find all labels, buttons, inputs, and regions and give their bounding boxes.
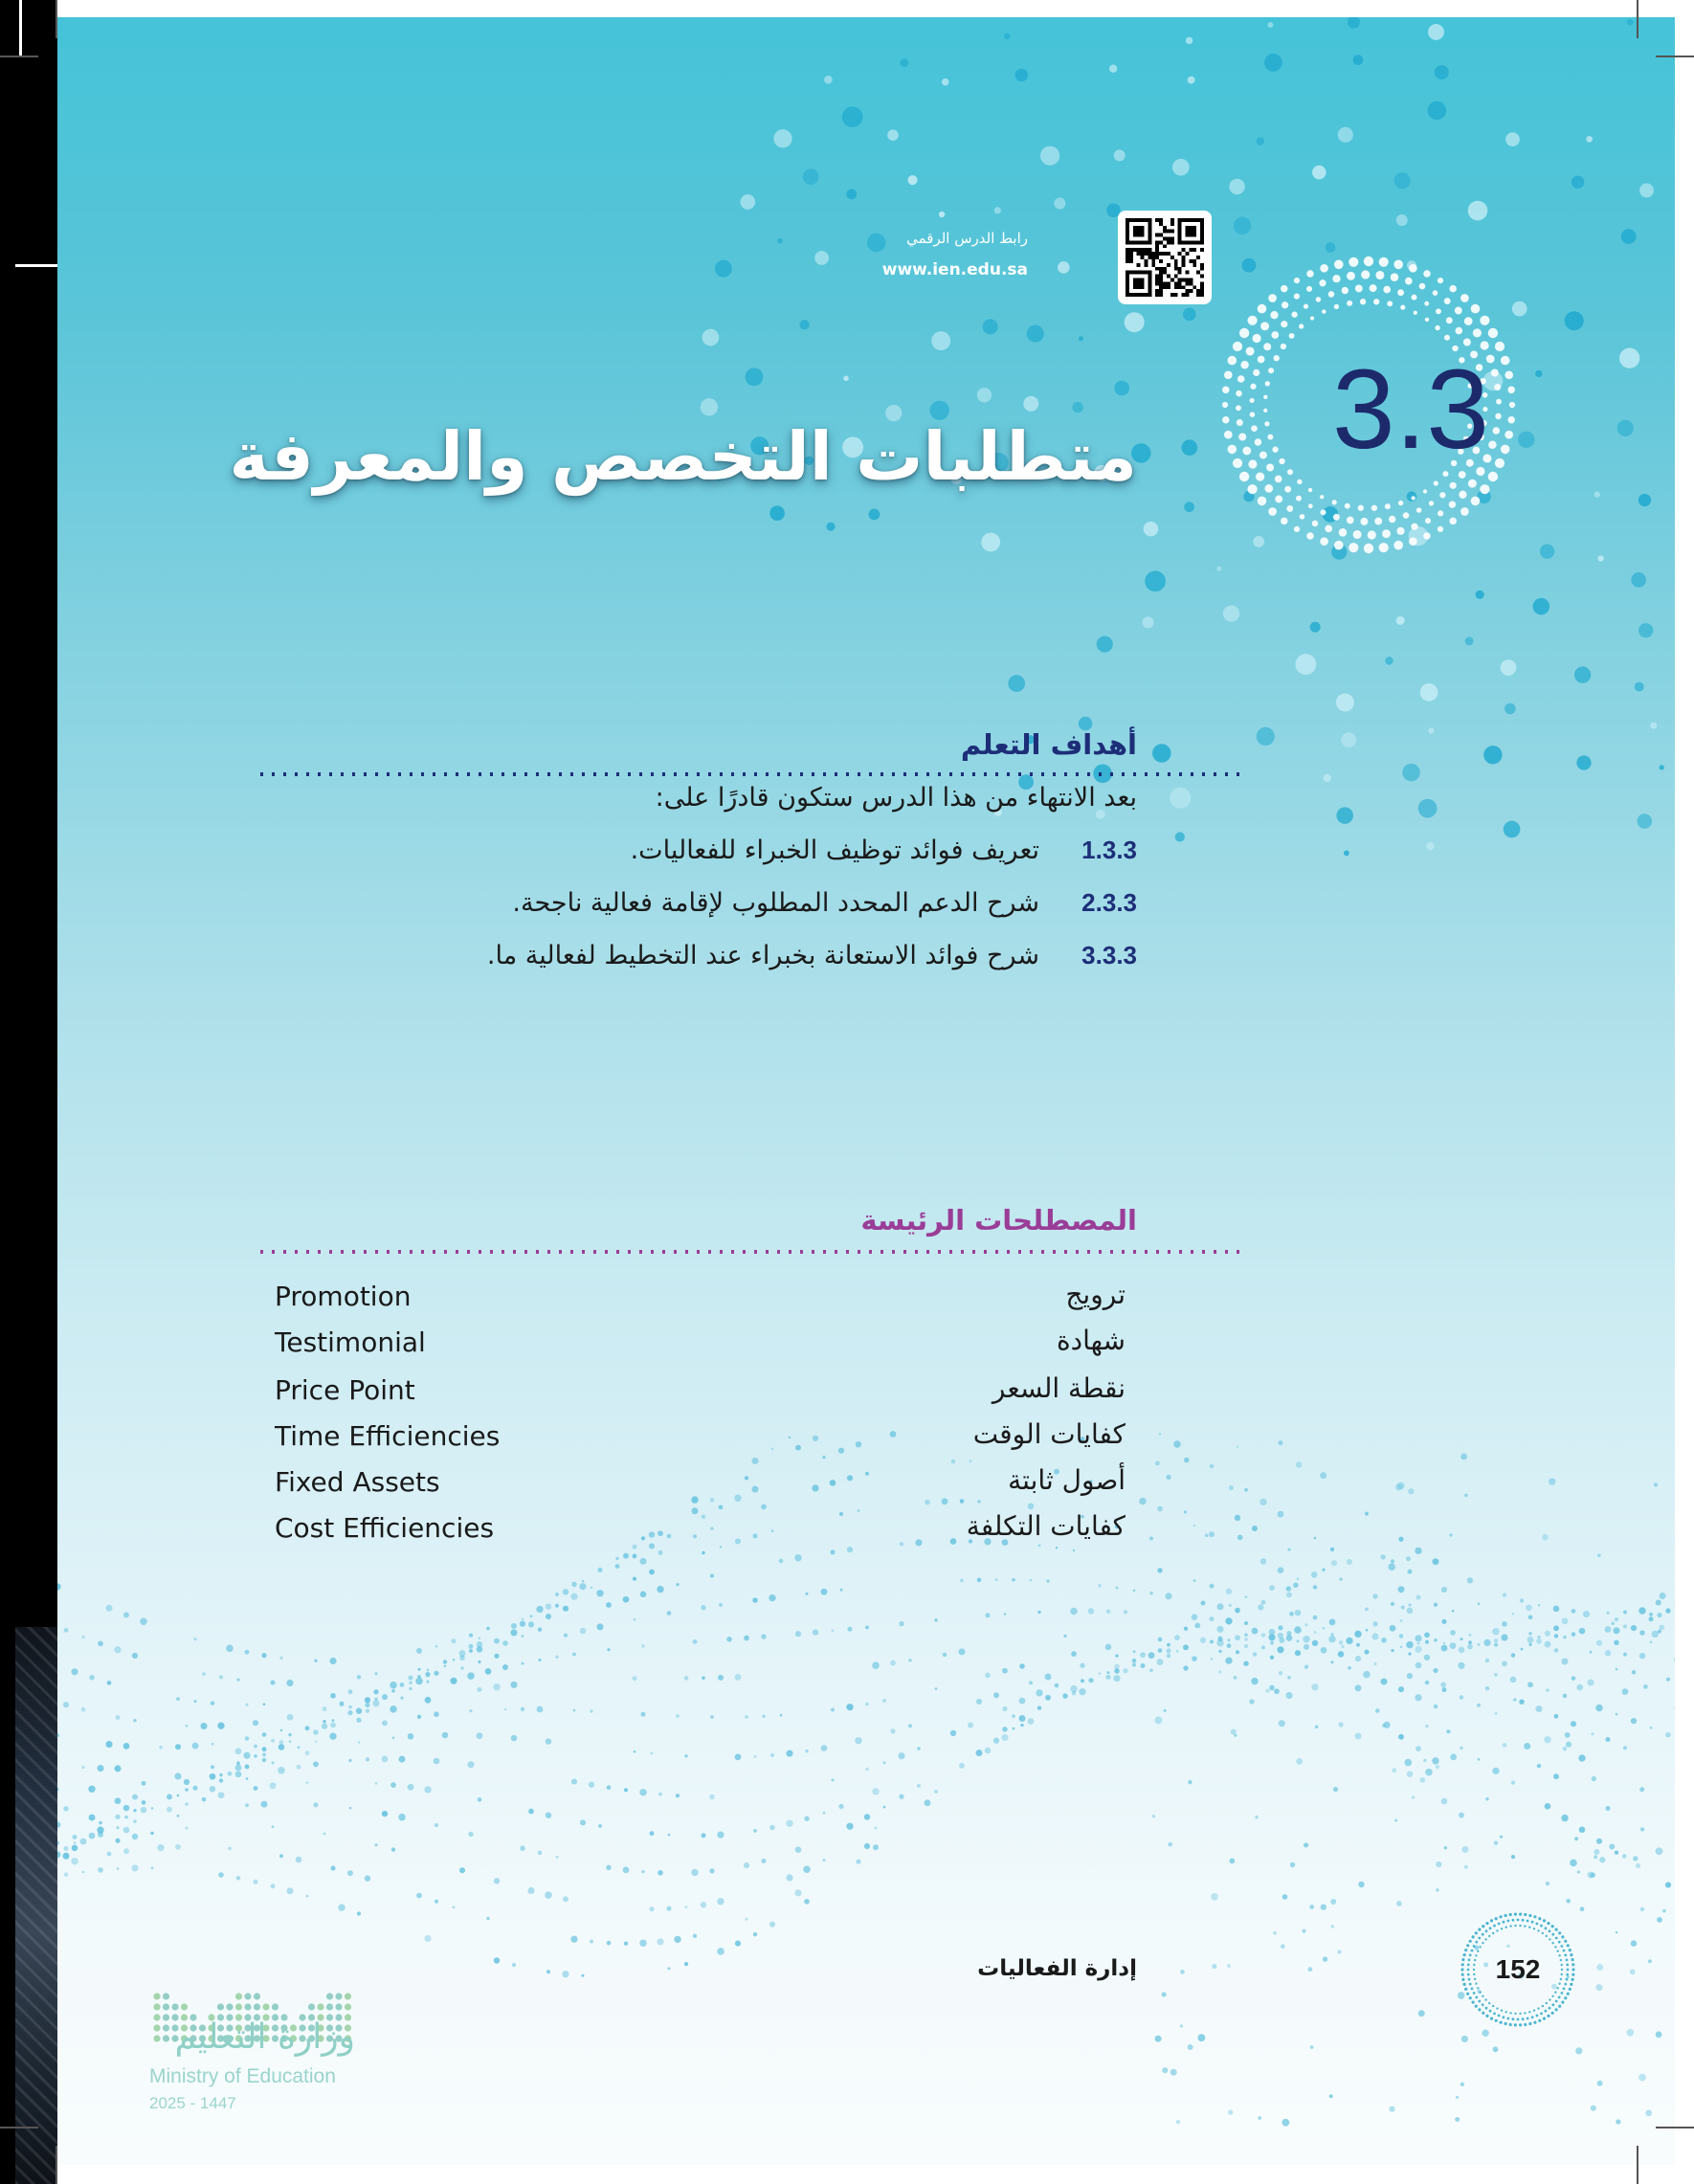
crop-mark: [1656, 2127, 1694, 2128]
objective-item: [487, 941, 1137, 979]
key-terms-heading: المصطلحات الرئيسة: [860, 1204, 1137, 1237]
objective-text: شرح الدعم المحدد المطلوب لإقامة فعالية ناجحة.: [512, 888, 1039, 918]
term-arabic: شهادة: [1056, 1325, 1126, 1356]
term-arabic: نقطة السعر: [992, 1372, 1126, 1404]
digital-link-label: رابط الدرس الرقمي: [906, 230, 1028, 247]
qr-code-icon: [1126, 218, 1204, 297]
key-terms-divider: [260, 1250, 1240, 1254]
ministry-year: 2025 - 1447: [149, 2094, 236, 2112]
cover-panel: [57, 17, 1675, 2165]
crop-mark: [0, 2127, 38, 2128]
term-arabic: أصول ثابتة: [1008, 1464, 1126, 1496]
lesson-number: 3.3: [1331, 346, 1490, 473]
term-arabic: كفايات التكلفة: [966, 1510, 1126, 1542]
qr-code[interactable]: [1118, 211, 1212, 304]
objective-text: شرح فوائد الاستعانة بخبراء عند التخطيط لفعالية ما.: [486, 941, 1039, 970]
crop-mark: [0, 56, 38, 57]
crop-mark: [56, 2146, 57, 2184]
objective-text: تعريف فوائد توظيف الخبراء للفعاليات.: [630, 836, 1039, 865]
term-english: Promotion: [275, 1281, 412, 1312]
objectives-intro: بعد الانتهاء من هذا الدرس ستكون قادرًا على:: [655, 783, 1137, 813]
objective-item: [512, 888, 1137, 926]
term-english: Fixed Assets: [275, 1466, 440, 1498]
objectives-heading: أهداف التعلم: [960, 728, 1137, 761]
ministry-name-arabic: وزارة التعليم: [174, 2017, 355, 2057]
left-black-strip: [0, 0, 57, 2184]
edge-photo: [15, 1627, 57, 2184]
term-english: Cost Efficiencies: [275, 1512, 495, 1544]
objective-number: 1.3.3: [1081, 836, 1137, 864]
term-english: Testimonial: [275, 1326, 426, 1358]
objective-number: 3.3.3: [1081, 941, 1137, 969]
crop-mark: [1656, 56, 1694, 57]
objective-number: 2.3.3: [1081, 888, 1137, 917]
term-english: Time Efficiencies: [275, 1420, 501, 1452]
digital-link-url[interactable]: www.ien.edu.sa: [881, 260, 1028, 279]
lesson-title: متطلبات التخصص والمعرفة: [229, 417, 1137, 496]
crop-mark: [56, 0, 57, 38]
objectives-divider: [260, 772, 1240, 776]
crop-mark: [1637, 2146, 1638, 2184]
edge-tick: [15, 264, 57, 267]
book-title: إدارة الفعاليات: [977, 1956, 1137, 1981]
crop-mark: [1637, 0, 1638, 38]
term-english: Price Point: [275, 1374, 415, 1406]
term-arabic: ترويج: [1065, 1279, 1126, 1310]
edge-tick: [19, 0, 22, 57]
page-number: 152: [1495, 1954, 1541, 1984]
term-arabic: كفايات الوقت: [972, 1418, 1126, 1450]
objective-item: [631, 836, 1137, 874]
ministry-name-english: Ministry of Education: [149, 2065, 336, 2087]
